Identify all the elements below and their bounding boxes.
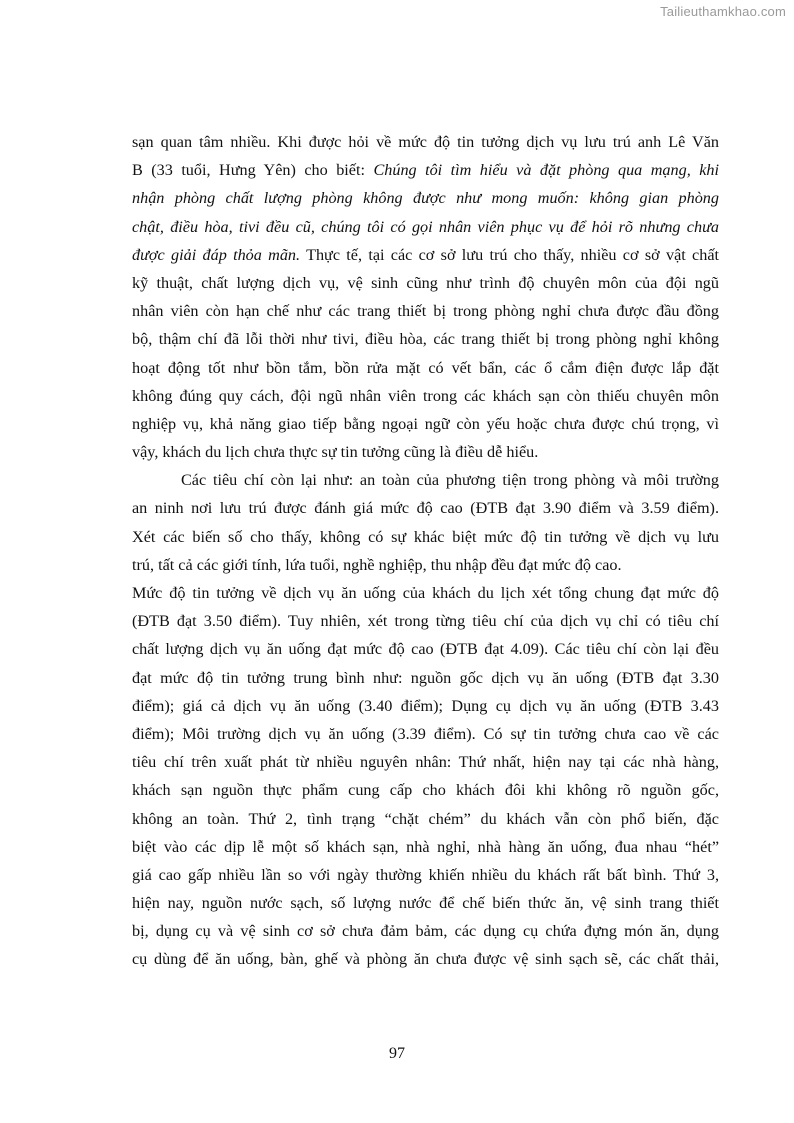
text-line <box>132 184 719 212</box>
text-line: bị, dụng cụ và vệ sinh cơ sở chưa đảm bảm, các dụng cụ chứa đựng món ăn, dụng <box>132 922 719 941</box>
page-number: 97 <box>389 1045 405 1062</box>
text-line: Các tiêu chí còn lại như: an toàn của phương tiện trong phòng và môi trường <box>181 471 719 490</box>
text-line: không đúng quy cách, đội ngũ nhân viên trong các khách sạn còn thiếu chuyên môn <box>132 386 719 405</box>
text-line: bộ, thậm chí đã lỗi thời như tivi, điều hòa, các trang thiết bị trong phòng nghỉ không <box>132 330 719 349</box>
text-line: điểm); Môi trường dịch vụ ăn uống (3.39 điểm). Có sự tin tưởng chưa cao về các <box>132 724 719 743</box>
text-line <box>132 156 719 184</box>
text-line: sạn quan tâm nhiều. Khi được hỏi về mức độ tin tưởng dịch vụ lưu trú anh Lê Văn <box>132 133 719 151</box>
text-run: Thực tế, tại các cơ sở lưu trú cho thấy, nhiều cơ sở vật chất <box>300 245 719 264</box>
quote-italic: được giải đáp thỏa mãn. <box>132 245 301 264</box>
text-line: hiện nay, nguồn nước sạch, số lượng nước để chế biến thức ăn, vệ sinh trang thiết <box>132 894 719 913</box>
text-line: nhân viên còn hạn chế như các trang thiết bị trong phòng nghỉ chưa được đầu đồng <box>132 302 719 321</box>
text-line: đạt mức độ tin tưởng trung bình như: nguồn gốc dịch vụ ăn uống (ĐTB đạt 3.30 <box>132 668 719 687</box>
quote-italic: nhận phòng chất lượng phòng không được như mong muốn: không gian phòng <box>132 189 719 208</box>
document-body <box>132 128 719 974</box>
quote-italic: chật, điều hòa, tivi đều cũ, chúng tôi có gọi nhân viên phục vụ để hỏi rõ nhưng chưa <box>132 217 719 236</box>
text-line: trú, tất cả các giới tính, lứa tuổi, nghề nghiệp, thu nhập đều đạt mức độ cao. <box>132 555 622 574</box>
text-line: an ninh nơi lưu trú được đánh giá mức độ cao (ĐTB đạt 3.90 điểm và 3.59 điểm). <box>132 499 719 518</box>
watermark-text: Tailieuthamkhao.com <box>660 4 786 19</box>
text-line: kỹ thuật, chất lượng dịch vụ, vệ sinh cũng như trình độ chuyên môn của đội ngũ <box>132 273 719 292</box>
text-line: biệt vào các dịp lễ một số khách sạn, nhà nghỉ, nhà hàng ăn uống, đua nhau “hét” <box>132 837 719 856</box>
text-line: Xét các biến số cho thấy, không có sự khác biệt mức độ tin tưởng về dịch vụ lưu <box>132 527 719 546</box>
text-line <box>132 241 719 269</box>
text-line: hoạt động tốt như bồn tắm, bồn rửa mặt có vết bẩn, các ổ cắm điện được lắp đặt <box>132 358 719 377</box>
text-line: khách sạn nguồn thực phẩm cung cấp cho khách đôi khi không rõ nguồn gốc, <box>132 781 719 800</box>
text-line: điểm); giá cả dịch vụ ăn uống (3.40 điểm); Dụng cụ dịch vụ ăn uống (ĐTB 3.43 <box>132 696 719 715</box>
text-line: vậy, khách du lịch chưa thực sự tin tưởng cũng là điều dễ hiểu. <box>132 443 539 462</box>
text-line: nghiệp vụ, khả năng giao tiếp bằng ngoại ngữ còn yếu hoặc chưa được chú trọng, vì <box>132 414 719 433</box>
text-line: không an toàn. Thứ 2, tình trạng “chặt chém” du khách vẫn còn phổ biến, đặc <box>132 809 719 828</box>
text-line: chất lượng dịch vụ ăn uống đạt mức độ cao (ĐTB đạt 4.09). Các tiêu chí còn lại đều <box>132 640 719 659</box>
text-line <box>132 213 719 241</box>
text-line: giá cao gấp nhiều lần so với ngày thường khiến nhiều du khách rất bất bình. Thứ 3, <box>132 865 719 884</box>
text-line: Mức độ tin tưởng về dịch vụ ăn uống của khách du lịch xét tổng chung đạt mức độ <box>132 584 719 602</box>
text-line: cụ dùng để ăn uống, bàn, ghế và phòng ăn chưa được vệ sinh sạch sẽ, các chất thải, <box>132 950 719 969</box>
text-line: (ĐTB đạt 3.50 điểm). Tuy nhiên, xét trong từng tiêu chí của dịch vụ chỉ có tiêu chí <box>132 612 719 631</box>
quote-italic: Chúng tôi tìm hiểu và đặt phòng qua mạng, khi <box>373 161 719 180</box>
text-line: tiêu chí trên xuất phát từ nhiều nguyên nhân: Thứ nhất, hiện nay tại các nhà hàng, <box>132 753 719 772</box>
text-run: B (33 tuổi, Hưng Yên) cho biết: <box>132 161 374 180</box>
